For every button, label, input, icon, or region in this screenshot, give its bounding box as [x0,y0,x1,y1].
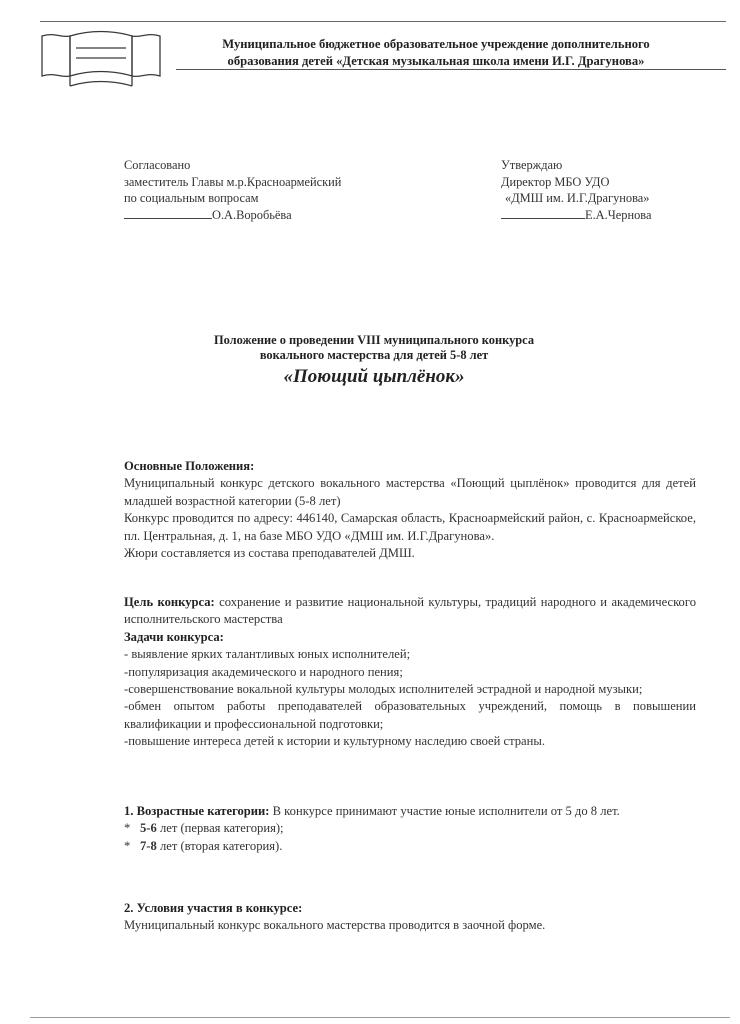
approval-right-label: Утверждаю [501,158,563,172]
goal-paragraph [124,594,696,629]
approval-right-signature [501,207,651,224]
document-title [130,333,618,363]
task-item: - выявление ярких талантливых юных исполнителей; [124,647,411,662]
signature-line [501,218,585,219]
approval-right-org: «ДМШ им. И.Г.Драгунова» [505,191,650,206]
conditions-section [124,900,696,935]
bullet-star-icon: * [124,821,131,836]
bottom-rule [30,1017,730,1018]
approval-left-signature [124,207,341,224]
approval-right-name: Е.А.Чернова [585,207,652,222]
approval-right-position: Директор МБО УДО [501,174,610,189]
approval-left-position: заместитель Главы м.р.Красноармейский [124,174,342,189]
approval-left-label: Согласовано [124,158,191,172]
goal-heading: Цель конкурса: [124,595,215,609]
approval-block-left [124,157,341,223]
approval-block-right [501,157,651,223]
task-item: -обмен опытом работы преподавателей образовательных учреждений, помощь в повышении квалификации и профессиональной подготовки; [124,699,696,731]
basic-paragraph-2: Конкурс проводится по адресу: 446140, Самарская область, Красноармейский район, с. Красноармейское, пл. Центральная, д. 1, на базе МБО УДО «ДМШ им. И.Г.Драгунова». [124,511,696,543]
age-text: В конкурсе принимают участие юные исполнители от 5 до 8 лет. [269,804,620,818]
signature-line [124,218,212,219]
conditions-heading: 2. Условия участия в конкурсе: [124,901,303,915]
age-item [124,838,696,855]
age-paragraph [124,803,696,820]
age-label: лет (первая категория); [156,821,284,836]
task-item: -популяризация академического и народного пения; [124,664,403,679]
basic-heading: Основные Положения: [124,459,255,473]
organization-name [176,36,696,70]
header-underline [176,69,726,70]
basic-paragraph-3: Жюри составляется из состава преподавателей ДМШ. [124,546,415,561]
basic-paragraph-1: Муниципальный конкурс детского вокального мастерства «Поющий цыплёнок» проводится для детей младшей возрастной категории (5-8 лет) [124,476,696,508]
age-categories-section [124,803,696,855]
age-heading: 1. Возрастные категории: [124,804,270,818]
title-line-2: вокального мастерства для детей 5-8 лет [259,348,489,362]
age-label: лет (вторая категория). [156,838,283,853]
age-range: 5-6 [140,821,157,836]
org-line-2: образования детей «Детская музыкальная школа имени И.Г. Драгунова» [227,54,645,68]
goals-tasks-section [124,594,696,751]
task-item: -совершенствование вокальной культуры молодых исполнителей эстрадной и народной музыки; [124,682,643,697]
tasks-heading: Задачи конкурса: [124,629,224,644]
approval-left-position-2: по социальным вопросам [124,191,259,206]
school-logo-icon [40,28,162,90]
basic-provisions-section [124,458,696,562]
approval-left-name: О.А.Воробьёва [212,207,292,222]
age-range: 7-8 [140,838,157,853]
conditions-text: Муниципальный конкурс вокального мастерства проводится в заочной форме. [124,918,546,933]
top-rule [40,21,726,22]
age-item [124,820,696,837]
task-item: -повышение интереса детей к истории и культурному наследию своей страны. [124,734,545,749]
bullet-star-icon: * [124,838,131,853]
org-line-1: Муниципальное бюджетное образовательное учреждение дополнительного [222,37,650,51]
goal-text: сохранение и развитие национальной культуры, традиций народного и академического исполнительского мастерства [124,595,697,627]
contest-name: «Поющий цыплёнок» [283,366,465,387]
title-line-1: Положение о проведении VIII муниципального конкурса [213,333,535,347]
